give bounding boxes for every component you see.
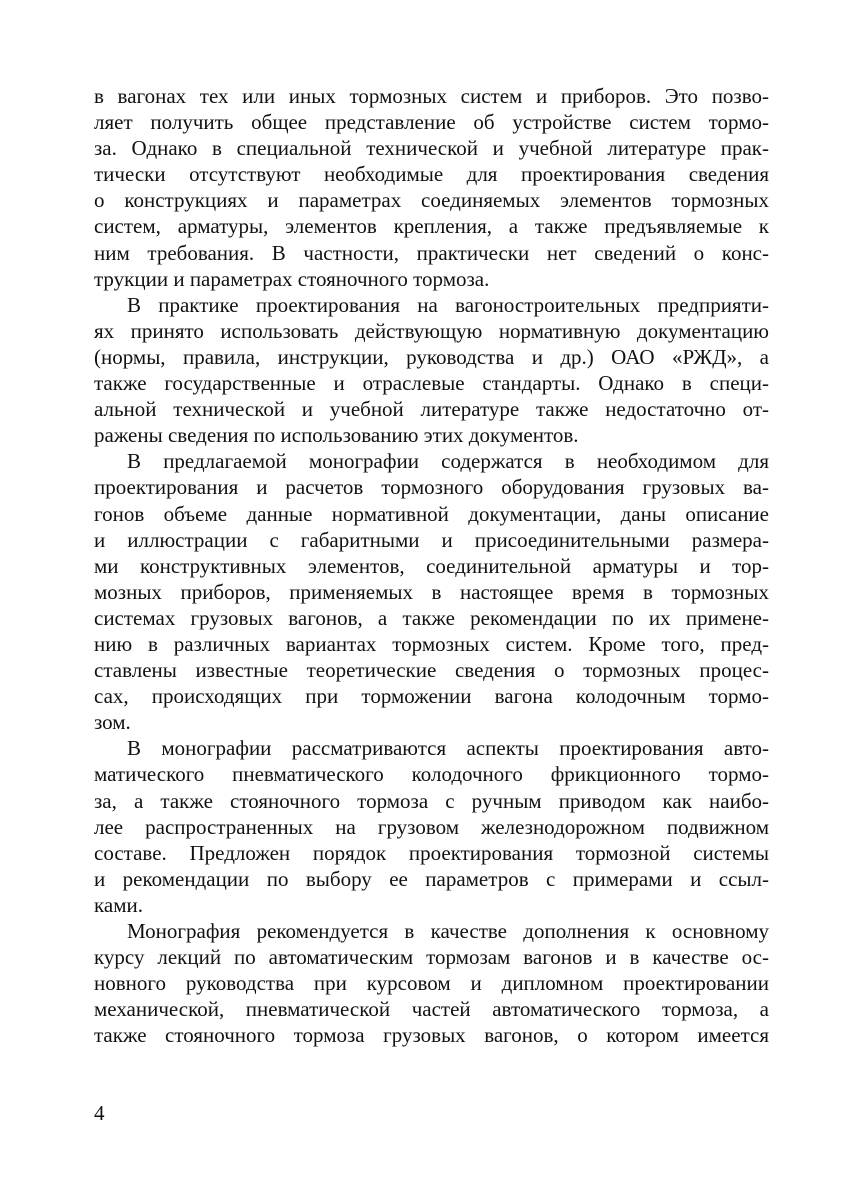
text-line: ражены сведения по использованию этих документов.: [94, 423, 579, 448]
text-line: альной технической и учебной литературе также недостаточно от-: [94, 397, 769, 422]
text-line: также государственные и отраслевые стандарты. Однако в специ-: [94, 371, 769, 396]
text-line: составе. Предложен порядок проектирования тормозной системы: [94, 840, 769, 865]
page-number: 4: [94, 1101, 105, 1125]
text-line: о конструкциях и параметрах соединяемых элементов тормозных: [94, 188, 769, 213]
text-line: и рекомендации по выбору ее параметров с примерами и ссыл-: [94, 866, 769, 891]
text-line: ми конструктивных элементов, соединительной арматуры и тор-: [94, 553, 769, 578]
text-line: гонов объеме данные нормативной документации, даны описание: [94, 501, 769, 526]
text-line: за, а также стояночного тормоза с ручным приводом как наибо-: [94, 788, 769, 813]
text-line: систем, арматуры, элементов крепления, а также предъявляемые к: [94, 214, 769, 239]
text-line: проектирования и расчетов тормозного оборудования грузовых ва-: [94, 475, 769, 500]
text-line: трукции и параметрах стояночного тормоза.: [94, 266, 490, 291]
paragraph-1: [94, 83, 769, 292]
text-line: лее распространенных на грузовом железнодорожном подвижном: [94, 814, 769, 839]
text-line: матического пневматического колодочного фрикционного тормо-: [94, 762, 769, 787]
text-line: ставлены известные теоретические сведения о тормозных процес-: [94, 658, 769, 683]
text-line: сах, происходящих при торможении вагона колодочным тормо-: [94, 684, 769, 709]
text-line: за. Однако в специальной технической и учебной литературе прак-: [94, 136, 769, 161]
text-line: ним требования. В частности, практически нет сведений о конс-: [94, 240, 769, 265]
text-line: механической, пневматической частей автоматического тормоза, а: [94, 997, 769, 1022]
text-line: ляет получить общее представление об устройстве систем тормо-: [94, 110, 769, 135]
text-line: В предлагаемой монографии содержатся в необходимом для: [127, 449, 769, 474]
text-line: Монография рекомендуется в качестве дополнения к основному: [127, 919, 769, 943]
text-line: ях принято использовать действующую нормативную документацию: [94, 318, 769, 343]
paragraph-2: [94, 292, 769, 449]
text-line: новного руководства при курсовом и дипломном проектировании: [94, 971, 769, 996]
text-line: системах грузовых вагонов, а также рекомендации по их примене-: [94, 605, 769, 630]
text-line: нию в различных вариантах тормозных систем. Кроме того, пред-: [94, 631, 769, 656]
text-line: и иллюстрации с габаритными и присоединительными размера-: [94, 527, 769, 552]
text-line: тически отсутствуют необходимые для проектирования сведения: [94, 162, 769, 187]
paragraph-4: [94, 735, 769, 918]
paragraph-3: [94, 448, 769, 735]
text-line: (нормы, правила, инструкции, руководства и др.) ОАО «РЖД», а: [94, 344, 769, 369]
text-line: также стояночного тормоза грузовых вагонов, о котором имеется: [94, 1023, 769, 1048]
text-line: курсу лекций по автоматическим тормозам вагонов и в качестве ос-: [94, 945, 769, 970]
text-line: ками.: [94, 892, 143, 917]
text-line: мозных приборов, применяемых в настоящее время в тормозных: [94, 579, 769, 604]
paragraph-5: [94, 918, 769, 1048]
text-line: зом.: [94, 710, 131, 735]
text-line: в вагонах тех или иных тормозных систем и приборов. Это позво-: [94, 84, 769, 108]
page-body: [94, 83, 769, 1048]
text-line: В практике проектирования на вагоностроительных предприяти-: [127, 292, 769, 317]
text-line: В монографии рассматриваются аспекты проектирования авто-: [127, 736, 769, 761]
